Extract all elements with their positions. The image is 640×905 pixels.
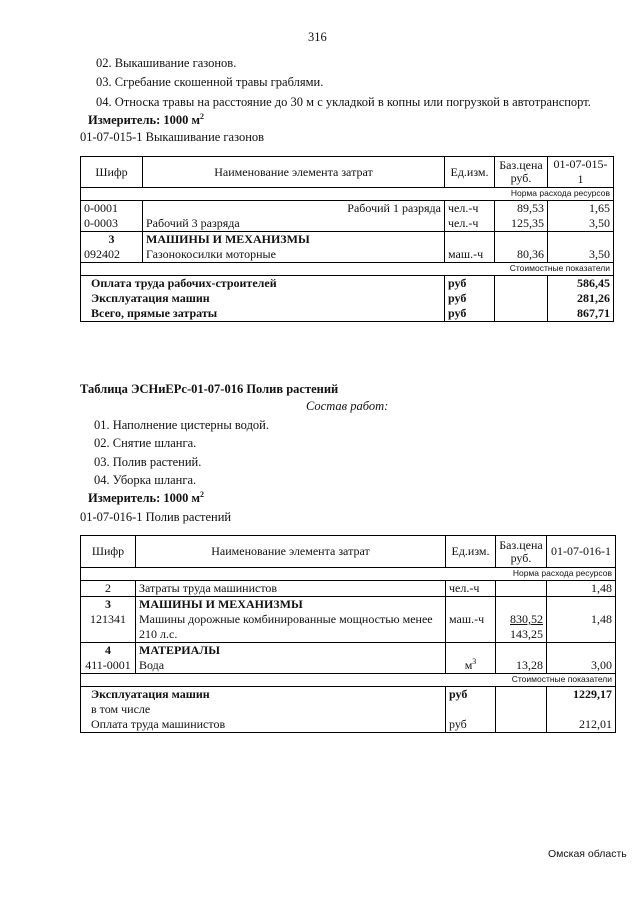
row-unit: чел.-ч — [446, 581, 496, 597]
group-name: МАТЕРИАЛЫ — [136, 643, 446, 659]
header-code: Шифр — [81, 536, 136, 568]
empty-cell — [446, 643, 496, 659]
empty-cell — [495, 306, 548, 322]
empty-cell — [446, 597, 496, 613]
row-code: 2 — [81, 581, 136, 597]
total-value: 586,45 — [548, 276, 614, 292]
group-code: 4 — [81, 643, 136, 659]
total-unit: руб — [446, 687, 496, 703]
cost-label: Стоимостные показатели — [81, 263, 614, 276]
empty-cell — [496, 643, 547, 659]
work-item: 03. Полив растений. — [94, 455, 202, 469]
work-item: 04. Относка травы на расстояние до 30 м с укладкой в копны или погрузкой в автотранспорт. — [96, 95, 591, 109]
empty-cell — [547, 597, 616, 613]
resource-table-1 — [80, 156, 614, 322]
row-code: 411-0001 — [81, 658, 136, 674]
work-item: 02. Снятие шланга. — [94, 436, 197, 450]
header-price: Баз.цена руб. — [496, 536, 547, 568]
total-value: 281,26 — [548, 291, 614, 306]
resource-table-2 — [80, 535, 616, 733]
row-price: 125,35 — [495, 216, 548, 232]
row-unit: маш.-ч — [445, 247, 495, 263]
row-price: 13,28 — [496, 658, 547, 674]
norm-label: Норма расхода ресурсов — [81, 568, 616, 581]
header-column-code: 01-07-016-1 — [547, 536, 616, 568]
measure-label: Измеритель: 1000 $м^2$ — [88, 489, 205, 505]
total-name: Всего, прямые затраты — [81, 306, 445, 322]
row-value: 1,65 — [548, 201, 614, 217]
row-code: 121341 — [81, 612, 136, 643]
empty-cell — [495, 232, 548, 248]
code-line: 01-07-015-1 Выкашивание газонов — [80, 130, 265, 144]
row-unit: чел.-ч — [445, 216, 495, 232]
empty-cell — [496, 717, 547, 733]
cost-label: Стоимостные показатели — [81, 674, 616, 687]
row-unit: маш.-ч — [446, 612, 496, 643]
row-value: 1,48 — [547, 581, 616, 597]
group-name: МАШИНЫ И МЕХАНИЗМЫ — [136, 597, 446, 613]
total-unit: руб — [446, 717, 496, 733]
row-price — [496, 581, 547, 597]
group-name: МАШИНЫ И МЕХАНИЗМЫ — [143, 232, 445, 248]
row-unit: чел.-ч — [445, 201, 495, 217]
row-value: 3,50 — [548, 247, 614, 263]
header-column-code: 01-07-015-1 — [548, 157, 614, 188]
empty-cell — [496, 597, 547, 613]
row-name: Вода — [136, 658, 446, 674]
total-unit: руб — [445, 306, 495, 322]
empty-cell — [547, 643, 616, 659]
work-item: 01. Наполнение цистерны водой. — [94, 418, 269, 432]
empty-cell — [495, 276, 548, 292]
empty-cell — [547, 702, 616, 717]
row-price — [496, 612, 547, 643]
page-number: 316 — [308, 30, 327, 44]
row-name: Газонокосилки моторные — [143, 247, 445, 263]
row-price: 80,36 — [495, 247, 548, 263]
total-unit: руб — [445, 276, 495, 292]
total-unit: руб — [445, 291, 495, 306]
footer-region: Омская область — [548, 848, 627, 860]
header-unit: Ед.изм. — [445, 157, 495, 188]
row-value: 3,50 — [548, 216, 614, 232]
row-price-main: 830,52 — [510, 612, 543, 626]
total-name: Оплата труда рабочих-строителей — [81, 276, 445, 292]
total-value: 212,01 — [547, 717, 616, 733]
row-name: Затраты труда машинистов — [136, 581, 446, 597]
code-line: 01-07-016-1 Полив растений — [80, 510, 232, 524]
empty-cell — [495, 291, 548, 306]
empty-cell — [496, 687, 547, 703]
row-name: Машины дорожные комбинированные мощностью менее 210 л.с. — [136, 612, 446, 643]
total-name: Эксплуатация машин — [81, 291, 445, 306]
row-unit: $м^3$ — [446, 658, 496, 674]
total-name: Оплата труда машинистов — [81, 717, 446, 733]
work-item: 04. Уборка шланга. — [94, 473, 197, 487]
work-item: 02. Выкашивание газонов. — [96, 56, 237, 70]
header-name: Наименование элемента затрат — [136, 536, 446, 568]
composition-label: Состав работ: — [306, 399, 389, 413]
empty-cell — [446, 702, 496, 717]
section-title: Таблица ЭСНиЕРс-01-07-016 Полив растений — [80, 382, 339, 396]
header-name: Наименование элемента затрат — [143, 157, 445, 188]
row-price-secondary: 143,25 — [510, 627, 543, 641]
empty-cell — [496, 702, 547, 717]
row-code: 092402 — [81, 247, 143, 263]
empty-cell — [548, 232, 614, 248]
total-name: в том числе — [81, 702, 446, 717]
work-item: 03. Сгребание скошенной травы граблями. — [96, 75, 324, 89]
total-name: Эксплуатация машин — [81, 687, 446, 703]
header-code: Шифр — [81, 157, 143, 188]
measure-label: Измеритель: 1000 $м^2$ — [88, 111, 205, 127]
total-value: 867,71 — [548, 306, 614, 322]
row-code: 0-0001 — [81, 201, 143, 217]
row-name: Рабочий 3 разряда — [143, 216, 445, 232]
header-price: Баз.цена руб. — [495, 157, 548, 188]
row-code: 0-0003 — [81, 216, 143, 232]
group-code: 3 — [81, 232, 143, 248]
group-code: 3 — [81, 597, 136, 613]
row-value: 3,00 — [547, 658, 616, 674]
row-value: 1,48 — [547, 612, 616, 643]
empty-cell — [445, 232, 495, 248]
total-value: 1229,17 — [547, 687, 616, 703]
row-name: Рабочий 1 разряда — [143, 201, 445, 217]
header-unit: Ед.изм. — [446, 536, 496, 568]
norm-label: Норма расхода ресурсов — [81, 188, 614, 201]
row-price: 89,53 — [495, 201, 548, 217]
